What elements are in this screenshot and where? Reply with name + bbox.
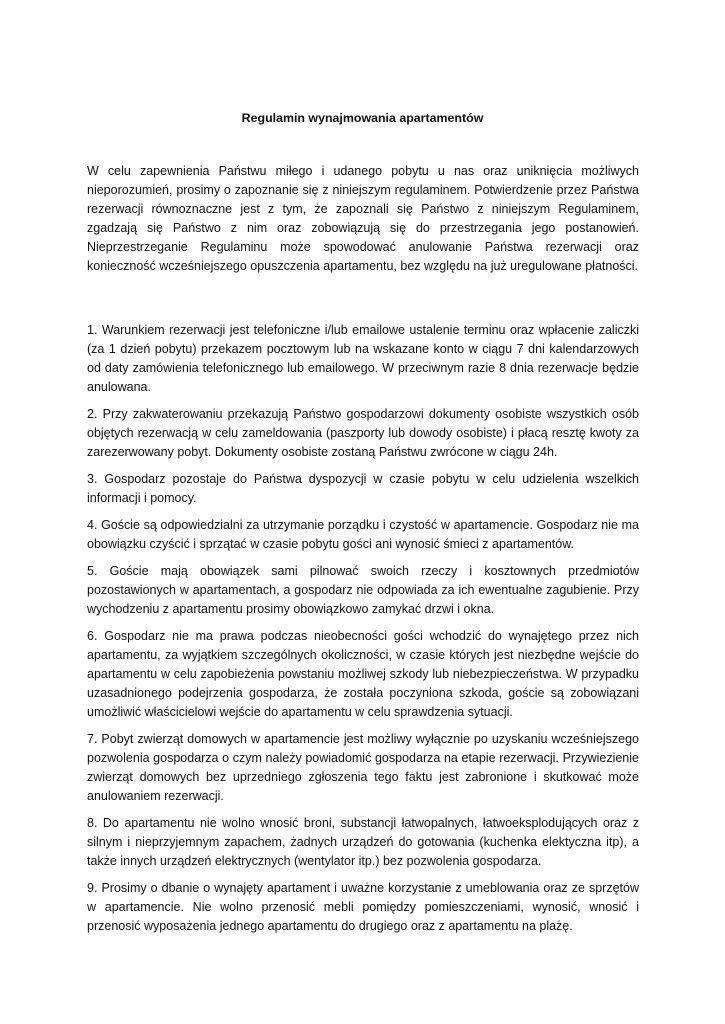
document-body [87, 162, 639, 944]
rule-2: 2. Przy zakwaterowaniu przekazują Państwo gospodarzowi dokumenty osobiste wszystkich osób objętych rezerwacją w celu zameldowania (paszporty lub dowody osobiste) i płacą resztę kwoty za zarezerwowany pobyt. Dokumenty osobiste zostaną Państwu zwrócone w ciągu 24h. [87, 407, 639, 459]
page-title: Regulamin wynajmowania apartamentów [241, 111, 484, 125]
rule-7: 7. Pobyt zwierząt domowych w apartamencie jest możliwy wyłącznie po uzyskaniu wcześniejszego pozwolenia gospodarza o czym należy powiadomić gospodarza na etapie rezerwacji. Przywiezienie zwierząt domowych bez uprzedniego zgłoszenia tego faktu jest zabronione i skutkować może anulowaniem rezerwacji. [87, 732, 639, 803]
rule-4: 4. Goście są odpowiedzialni za utrzymanie porządku i czystość w apartamencie. Gospodarz nie ma obowiązku czyścić i sprzątać w czasie pobytu gości ani wynosić śmieci z apartamentów. [87, 518, 639, 551]
rule-9: 9. Prosimy o dbanie o wynajęty apartament i uważne korzystanie z umeblowania oraz ze sprzętów w apartamencie. Nie wolno przenosić mebli pomiędzy pomieszczeniami, wynosić, wnosić i przenosić wyposażenia jednego apartamentu do drugiego oraz z apartamentu na plażę. [87, 881, 639, 933]
intro-paragraph: W celu zapewnienia Państwu miłego i udanego pobytu u nas oraz uniknięcia możliwych nieporozumień, prosimy o zapoznanie się z niniejszym regulaminem. Potwierdzenie przez Państwa rezerwacji równoznaczne jest z tym, że zapoznali się Państwo z niniejszym Regulaminem, zgadzają się Państwo z nim oraz zobowiązują się do przestrzegania jego postanowień. Nieprzestrzeganie Regulaminu może spowodować anulowanie Państwa rezerwacji oraz konieczność wcześniejszego opuszczenia apartamentu, bez względu na już uregulowane płatności. [87, 164, 639, 273]
rule-6: 6. Gospodarz nie ma prawa podczas nieobecności gości wchodzić do wynajętego przez nich apartamentu, za wyjątkiem szczególnych okoliczności, w czasie których jest niezbędne wejście do apartamentu w celu zapobieżenia powstaniu możliwej szkody lub niebezpieczeństwa. W przypadku uzasadnionego podejrzenia gospodarza, że została poczyniona szkoda, goście są zobowiązani umożliwić właścicielowi wejście do apartamentu w celu sprawdzenia sytuacji. [87, 629, 639, 719]
rule-5: 5. Goście mają obowiązek sami pilnować swoich rzeczy i kosztownych przedmiotów pozostawionych w apartamentach, a gospodarz nie odpowiada za ich ewentualne zagubienie. Przy wychodzeniu z apartamentu prosimy obowiązkowo zamykać drzwi i okna. [87, 564, 639, 616]
rule-3: 3. Gospodarz pozostaje do Państwa dyspozycji w czasie pobytu w celu udzielenia wszelkich informacji i pomocy. [87, 472, 639, 505]
rule-8: 8. Do apartamentu nie wolno wnosić broni, substancji łatwopalnych, łatwoeksplodujących oraz z silnym i nieprzyjemnym zapachem, żadnych urządzeń do gotowania (kuchenka elektyczna itp), a także innych urządzeń elektrycznych (wentylator itp.) bez pozwolenia gospodarza. [87, 816, 639, 868]
rule-1: 1. Warunkiem rezerwacji jest telefoniczne i/lub emailowe ustalenie terminu oraz wpłacenie zaliczki (za 1 dzień pobytu) przekazem pocztowym lub na wskazane konto w ciągu 7 dni kalendarzowych od daty zamówienia telefonicznego lub emailowego. W przeciwnym razie 8 dnia rezerwacje będzie anulowana. [87, 323, 639, 394]
